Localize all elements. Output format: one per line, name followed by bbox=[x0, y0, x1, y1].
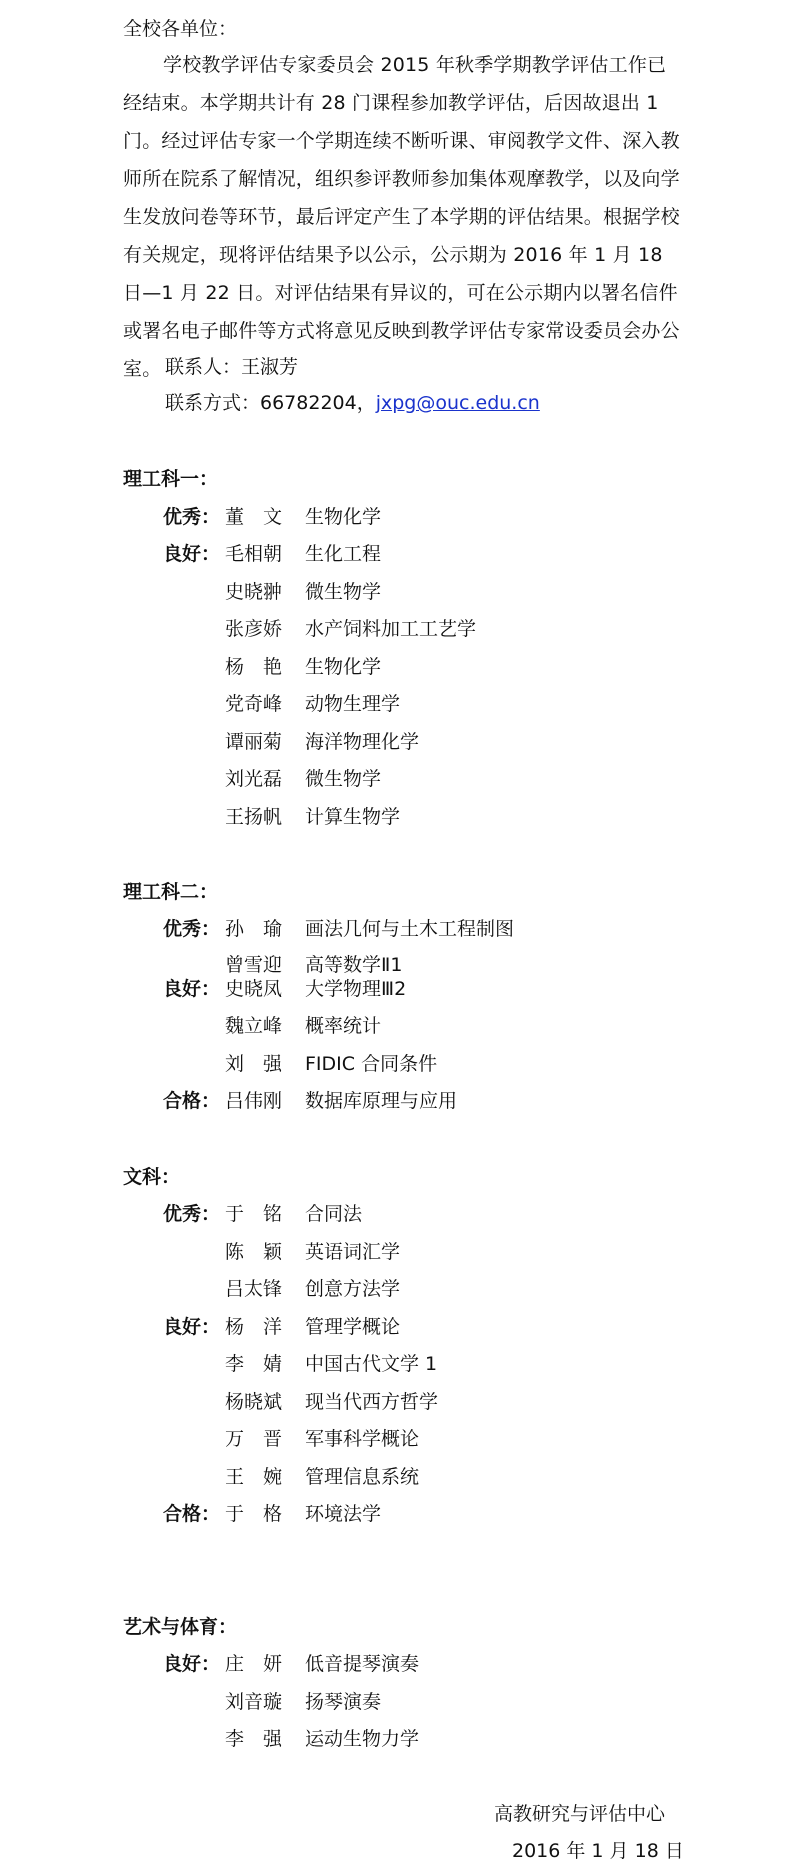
course-name: FIDIC 合同条件 bbox=[305, 1053, 438, 1075]
course-name: 英语词汇学 bbox=[305, 1241, 401, 1263]
teacher-name: 史晓凤 bbox=[225, 978, 283, 1000]
teacher-name: 吕太锋 bbox=[225, 1278, 283, 1300]
grade-label: 优秀： bbox=[163, 1203, 221, 1225]
course-name: 画法几何与土木工程制图 bbox=[305, 918, 515, 940]
course-name: 微生物学 bbox=[305, 581, 382, 603]
teacher-name: 刘光磊 bbox=[225, 768, 283, 790]
salutation: 全校各单位： bbox=[123, 18, 238, 40]
teacher-name: 于 铭 bbox=[225, 1203, 283, 1225]
course-name: 计算生物学 bbox=[305, 806, 401, 828]
teacher-name: 吕伟刚 bbox=[225, 1090, 283, 1112]
body-paragraph: 学校教学评估专家委员会 2015 年秋季学期教学评估工作已经结束。本学期共计有 28 门课程参加教学评估，后因故退出 1 门。经过评估专家一个学期连续不断听课、审阅教学文件、深入教师所在院系了解情况，组织参评教师参加集体观摩教学，以及向学生发放问卷等环节，最后评定产生了本学期的评估结果。根据学校有关规定，现将评估结果予以公示，公示期为 2016 年 1 月 18 日—1 月 22 日。对评估结果有异议的，可在公示期内以署名信件或署名电子邮件等方式将意见反映到教学评估专家常设委员会办公室。 bbox=[123, 54, 680, 380]
course-name: 军事科学概论 bbox=[305, 1428, 420, 1450]
course-name: 中国古代文学 1 bbox=[305, 1353, 438, 1375]
grade-label: 良好： bbox=[163, 1653, 221, 1675]
teacher-name: 李 强 bbox=[225, 1728, 283, 1750]
course-name: 大学物理Ⅲ2 bbox=[305, 978, 407, 1000]
signoff-date: 2016 年 1 月 18 日 bbox=[512, 1840, 684, 1862]
grade-label: 良好： bbox=[163, 1316, 221, 1338]
section-title: 艺术与体育： bbox=[123, 1616, 238, 1638]
grade-label: 优秀： bbox=[163, 918, 221, 940]
teacher-name: 史晓翀 bbox=[225, 581, 283, 603]
section-title: 理工科二： bbox=[123, 881, 219, 903]
teacher-name: 孙 瑜 bbox=[225, 918, 283, 940]
teacher-name: 谭丽菊 bbox=[225, 731, 283, 753]
teacher-name: 党奇峰 bbox=[225, 693, 283, 715]
teacher-name: 刘 强 bbox=[225, 1053, 283, 1075]
course-name: 合同法 bbox=[305, 1203, 363, 1225]
contact-method bbox=[165, 388, 540, 418]
teacher-name: 陈 颖 bbox=[225, 1241, 283, 1263]
course-name: 管理学概论 bbox=[305, 1316, 401, 1338]
course-name: 低音提琴演奏 bbox=[305, 1653, 420, 1675]
teacher-name: 杨晓斌 bbox=[225, 1391, 283, 1413]
course-name: 管理信息系统 bbox=[305, 1466, 420, 1488]
course-name: 扬琴演奏 bbox=[305, 1691, 382, 1713]
teacher-name: 李 婧 bbox=[225, 1353, 283, 1375]
grade-label: 合格： bbox=[163, 1503, 221, 1525]
teacher-name: 杨 洋 bbox=[225, 1316, 283, 1338]
contact-method-label: 联系方式：66782204， bbox=[165, 392, 376, 414]
course-name: 概率统计 bbox=[305, 1015, 382, 1037]
grade-label: 良好： bbox=[163, 543, 221, 565]
grade-label: 优秀： bbox=[163, 506, 221, 528]
teacher-name: 万 晋 bbox=[225, 1428, 283, 1450]
contact-person: 联系人：王淑芳 bbox=[165, 356, 299, 378]
teacher-name: 杨 艳 bbox=[225, 656, 283, 678]
course-name: 现当代西方哲学 bbox=[305, 1391, 439, 1413]
teacher-name: 董 文 bbox=[225, 506, 283, 528]
section-title: 文科： bbox=[123, 1166, 181, 1188]
course-name: 生物化学 bbox=[305, 506, 382, 528]
teacher-name: 庄 妍 bbox=[225, 1653, 283, 1675]
course-name: 创意方法学 bbox=[305, 1278, 401, 1300]
course-name: 微生物学 bbox=[305, 768, 382, 790]
teacher-name: 刘音璇 bbox=[225, 1691, 283, 1713]
course-name: 高等数学Ⅱ1 bbox=[305, 954, 403, 976]
teacher-name: 张彦娇 bbox=[225, 618, 283, 640]
course-name: 生化工程 bbox=[305, 543, 382, 565]
contact-email-link[interactable]: jxpg@ouc.edu.cn bbox=[375, 392, 540, 414]
course-name: 动物生理学 bbox=[305, 693, 401, 715]
course-name: 运动生物力学 bbox=[305, 1728, 420, 1750]
teacher-name: 曾雪迎 bbox=[225, 954, 283, 976]
signoff-organization: 高教研究与评估中心 bbox=[494, 1803, 666, 1825]
teacher-name: 魏立峰 bbox=[225, 1015, 283, 1037]
course-name: 海洋物理化学 bbox=[305, 731, 420, 753]
teacher-name: 毛相朝 bbox=[225, 543, 283, 565]
teacher-name: 王 婉 bbox=[225, 1466, 283, 1488]
teacher-name: 王扬帆 bbox=[225, 806, 283, 828]
course-name: 水产饲料加工工艺学 bbox=[305, 618, 477, 640]
section-title: 理工科一： bbox=[123, 468, 219, 490]
grade-label: 良好： bbox=[163, 978, 221, 1000]
course-name: 数据库原理与应用 bbox=[305, 1090, 458, 1112]
grade-label: 合格： bbox=[163, 1090, 221, 1112]
course-name: 环境法学 bbox=[305, 1503, 382, 1525]
course-name: 生物化学 bbox=[305, 656, 382, 678]
teacher-name: 于 格 bbox=[225, 1503, 283, 1525]
